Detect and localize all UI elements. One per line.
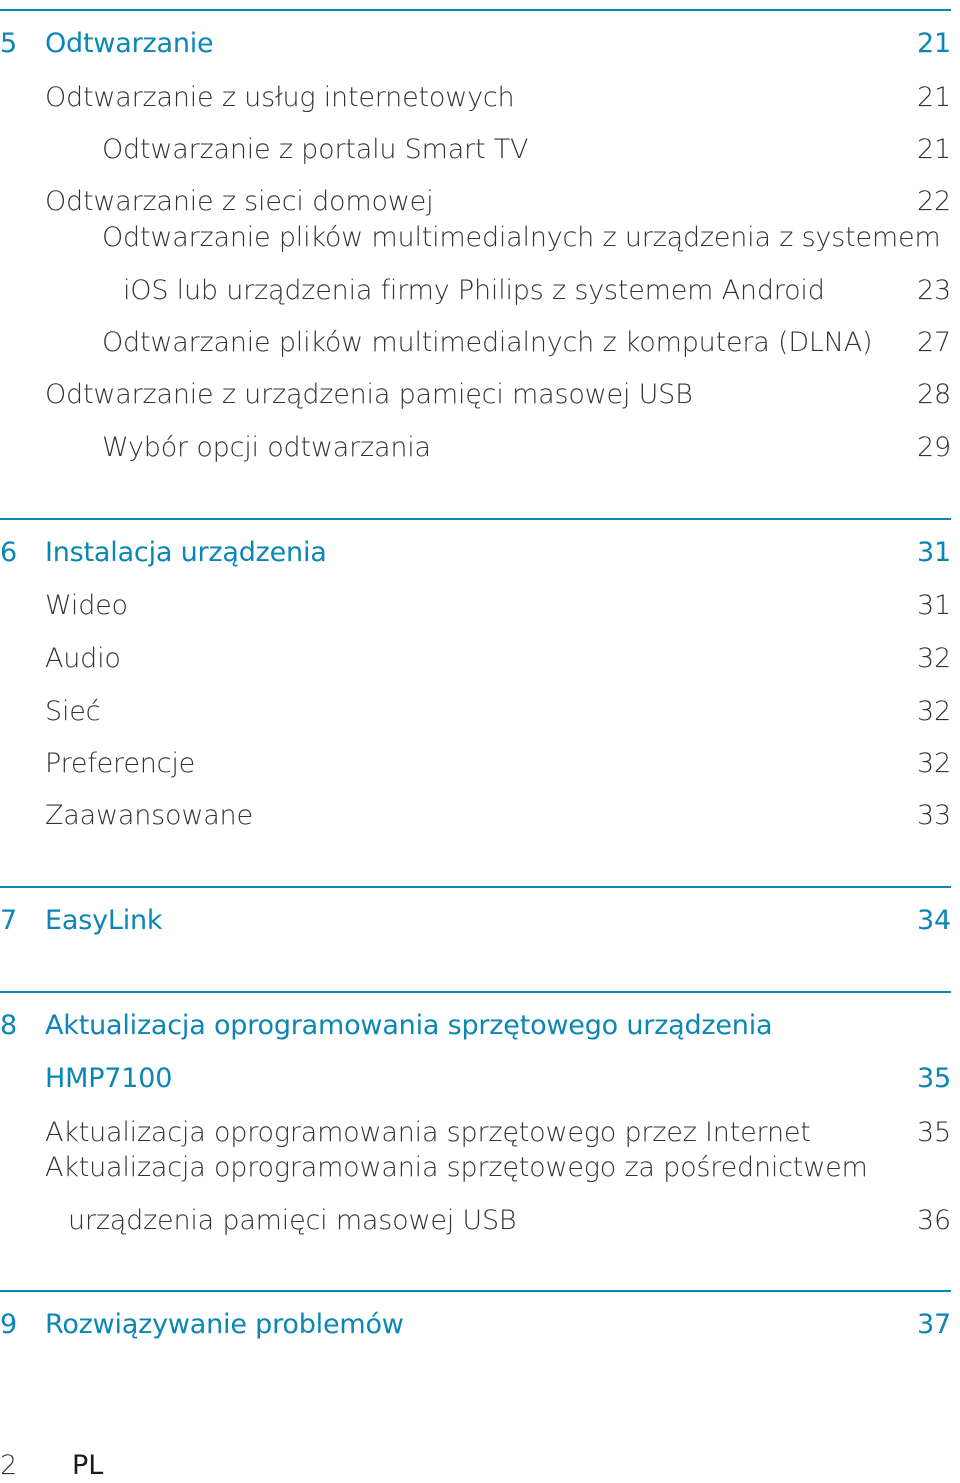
footer-page-number: 2 bbox=[0, 1450, 18, 1481]
entry-text: urządzenia pamięci masowej USB bbox=[68, 1205, 517, 1236]
section-title: Rozwiązywanie problemów bbox=[45, 1309, 404, 1340]
entry-text: Odtwarzanie plików multimedialnych z urządzenia z systemem bbox=[102, 222, 941, 253]
entry-text: Audio bbox=[45, 643, 121, 674]
section-number: 5 bbox=[0, 28, 17, 59]
page-number: 31 bbox=[917, 590, 951, 621]
section-title: Instalacja urządzenia bbox=[45, 537, 327, 568]
entry-text: Zaawansowane bbox=[45, 800, 253, 831]
section-title: Odtwarzanie bbox=[45, 28, 214, 59]
section-5-rule bbox=[0, 9, 951, 11]
page-number: 36 bbox=[917, 1205, 951, 1236]
entry-text: Wybór opcji odtwarzania bbox=[102, 432, 431, 463]
entry-text: Odtwarzanie z usług internetowych bbox=[45, 82, 515, 113]
page-number: 28 bbox=[917, 379, 951, 410]
section-number: 9 bbox=[0, 1309, 17, 1340]
section-6-rule bbox=[0, 518, 951, 520]
page-number: 31 bbox=[917, 537, 951, 568]
page-number: 32 bbox=[917, 696, 951, 727]
entry-text: Odtwarzanie z portalu Smart TV bbox=[102, 134, 529, 165]
entry-text: Odtwarzanie z urządzenia pamięci masowej USB bbox=[45, 379, 693, 410]
section-title: Aktualizacja oprogramowania sprzętowego urządzenia bbox=[45, 1010, 773, 1041]
page-number: 23 bbox=[917, 275, 951, 306]
page-number: 21 bbox=[917, 82, 951, 113]
section-number: 6 bbox=[0, 537, 17, 568]
section-title: EasyLink bbox=[45, 905, 163, 936]
entry-text: iOS lub urządzenia firmy Philips z systemem Android bbox=[123, 275, 825, 306]
entry-text: Sieć bbox=[45, 696, 101, 727]
footer-language: PL bbox=[72, 1450, 104, 1481]
entry-text: Aktualizacja oprogramowania sprzętowego przez Internet bbox=[45, 1117, 811, 1148]
entry-text: Odtwarzanie z sieci domowej bbox=[45, 186, 434, 217]
section-number: 8 bbox=[0, 1010, 17, 1041]
section-8-rule bbox=[0, 991, 951, 993]
page-number: 35 bbox=[917, 1117, 951, 1148]
section-9-rule bbox=[0, 1290, 951, 1292]
section-7-rule bbox=[0, 886, 951, 888]
page-number: 33 bbox=[917, 800, 951, 831]
entry-text: Aktualizacja oprogramowania sprzętowego za pośrednictwem bbox=[45, 1152, 868, 1183]
page-number: 29 bbox=[917, 432, 951, 463]
entry-text: Odtwarzanie plików multimedialnych z komputera (DLNA) bbox=[102, 327, 873, 358]
page-number: 21 bbox=[917, 134, 951, 165]
section-title-cont: HMP7100 bbox=[45, 1063, 173, 1094]
page-number: 35 bbox=[917, 1063, 951, 1094]
section-number: 7 bbox=[0, 905, 17, 936]
page-number: 37 bbox=[917, 1309, 951, 1340]
entry-text: Wideo bbox=[45, 590, 128, 621]
page-number: 27 bbox=[917, 327, 951, 358]
entry-text: Preferencje bbox=[45, 748, 196, 779]
page-footer bbox=[0, 1449, 104, 1483]
page-number: 22 bbox=[917, 186, 951, 217]
page-number: 32 bbox=[917, 643, 951, 674]
page-number: 21 bbox=[917, 28, 951, 59]
page-number: 34 bbox=[917, 905, 951, 936]
page-number: 32 bbox=[917, 748, 951, 779]
